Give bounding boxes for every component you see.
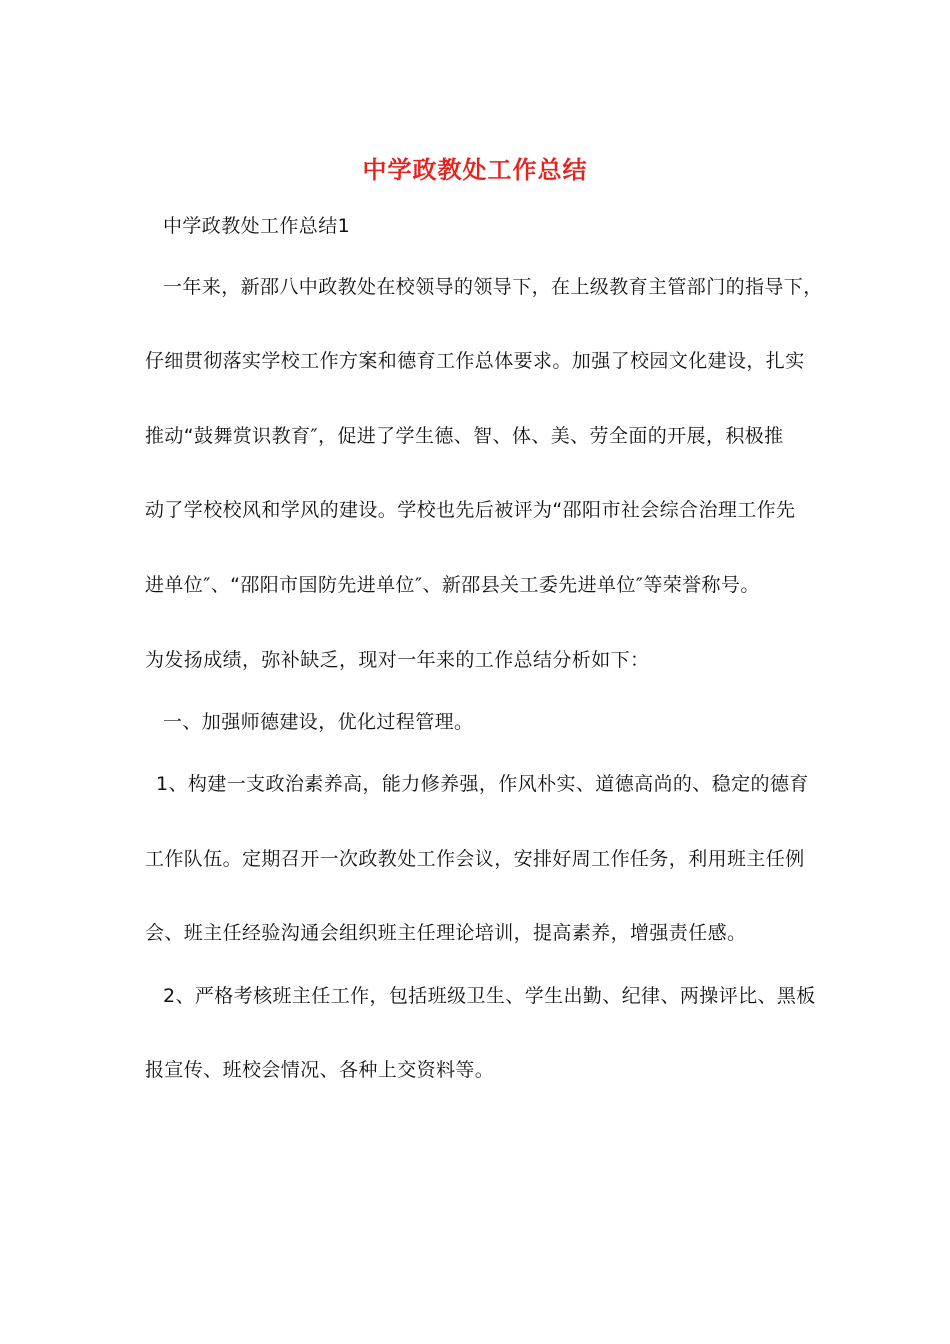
paragraph-line: 推动“鼓舞赏识教育″，促进了学生德、智、体、美、劳全面的开展，积极推	[145, 425, 784, 447]
paragraph-line: 2、严格考核班主任工作，包括班级卫生、学生出勤、纪律、两操评比、黑板	[163, 985, 816, 1007]
paragraph-line: 工作队伍。定期召开一次政教处工作会议，安排好周工作任务，利用班主任例	[145, 848, 805, 870]
paragraph-line: 一年来，新邵八中政教处在校领导的领导下，在上级教育主管部门的指导下，	[163, 276, 823, 298]
paragraph-line: 进单位″、“邵阳市国防先进单位″、新邵县关工委先进单位″等荣誉称号。	[145, 574, 760, 596]
paragraph-line: 为发扬成绩，弥补缺乏，现对一年来的工作总结分析如下：	[145, 649, 650, 671]
paragraph-line: 动了学校校风和学风的建设。学校也先后被评为“邵阳市社会综合治理工作先	[145, 499, 796, 521]
document-subtitle: 中学政教处工作总结1	[163, 215, 351, 237]
paragraph-line: 报宣传、班校会情况、各种上交资料等。	[145, 1059, 495, 1081]
section-heading: 一、加强师德建设，优化过程管理。	[163, 711, 474, 733]
document-title: 中学政教处工作总结	[362, 155, 588, 184]
paragraph-line: 仔细贯彻落实学校工作方案和德育工作总体要求。加强了校园文化建设，扎实	[145, 350, 805, 372]
paragraph-line: 1、构建一支政治素养高，能力修养强，作风朴实、道德高尚的、稳定的德育	[156, 773, 809, 795]
paragraph-line: 会、班主任经验沟通会组织班主任理论培训，提高素养，增强责任感。	[145, 922, 747, 944]
